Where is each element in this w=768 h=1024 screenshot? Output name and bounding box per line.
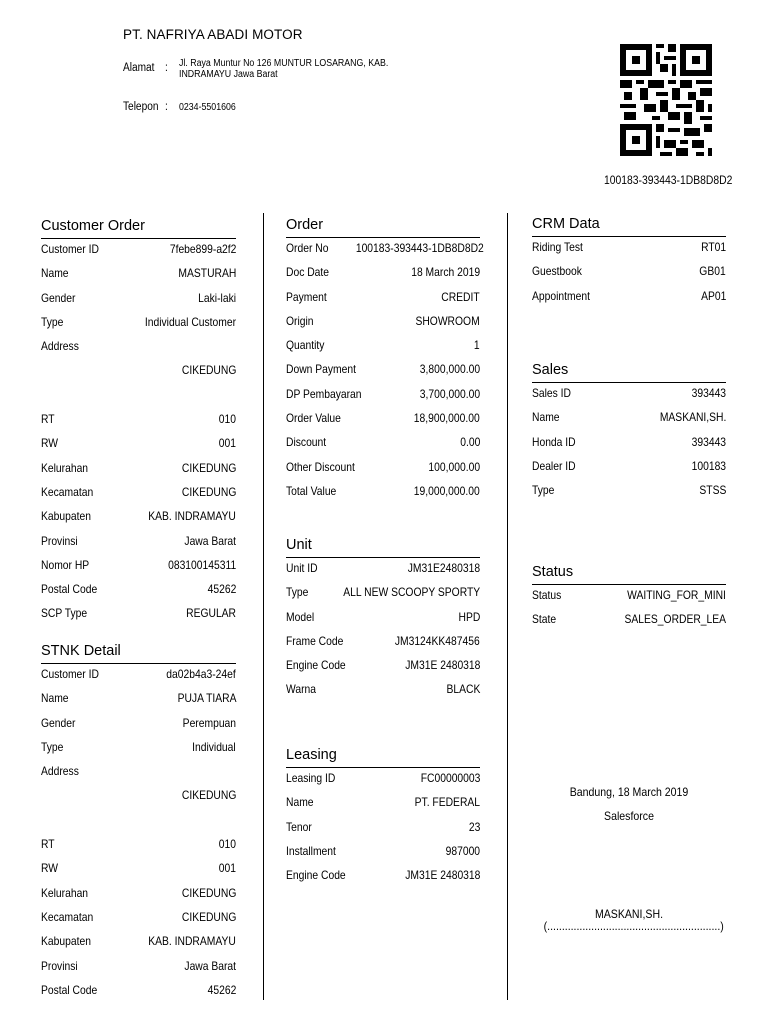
field-value: CIKEDUNG (181, 460, 236, 475)
field-label: Model (286, 609, 315, 624)
field-row (532, 264, 726, 288)
field-label: RT (41, 412, 55, 427)
field-label: Type (286, 585, 309, 600)
signature-role: Salesforce (604, 809, 654, 823)
field-label: Name (286, 795, 314, 810)
field-row (41, 315, 236, 339)
field-label: Customer ID (41, 242, 99, 256)
field-row (286, 868, 480, 892)
phone-label: Telepon (123, 101, 159, 113)
order-section (286, 217, 485, 508)
field-value: STSS (699, 483, 726, 498)
field-value: KAB. INDRAMAYU (148, 509, 236, 524)
field-value: HPD (458, 609, 480, 624)
field-label: Postal Code (41, 982, 98, 997)
field-value: 0.00 (459, 435, 480, 450)
field-row (286, 362, 480, 386)
field-row (532, 588, 726, 612)
status-section (532, 564, 726, 637)
field-value: MASKANI,SH. (659, 410, 726, 425)
address-colon: : (165, 62, 168, 74)
field-label: Type (532, 483, 555, 498)
field-row (41, 764, 236, 788)
field-value: CIKEDUNG (181, 885, 236, 900)
field-row (41, 485, 236, 509)
section-rule (532, 236, 726, 237)
field-value: 1 (474, 338, 480, 353)
field-value: da02b4a3-24ef (166, 667, 236, 681)
field-label: Customer ID (41, 667, 99, 681)
field-row (532, 483, 726, 507)
field-value: 987000 (445, 843, 480, 858)
field-value: Perempuan (182, 715, 236, 730)
field-row (41, 886, 236, 910)
field-label: RW (41, 436, 59, 451)
field-value: GB01 (699, 264, 726, 279)
field-row (41, 788, 236, 812)
field-row (41, 436, 236, 460)
field-value: PUJA TIARA (177, 691, 236, 706)
field-label: Guestbook (532, 264, 582, 279)
field-label: Appointment (532, 288, 590, 303)
field-value: AP01 (700, 288, 726, 303)
company-name: PT. NAFRIYA ABADI MOTOR (123, 27, 303, 42)
field-label: Kabupaten (41, 934, 91, 949)
field-value: SHOWROOM (415, 313, 480, 328)
field-row (41, 534, 236, 558)
section-rule (532, 584, 726, 585)
field-label: Nomor HP (41, 557, 90, 572)
field-row (41, 934, 236, 958)
field-label: RT (41, 837, 55, 852)
field-label: Kelurahan (41, 885, 89, 900)
field-label: Quantity (286, 338, 325, 353)
section-title: Customer Order (41, 218, 145, 234)
field-row (41, 363, 236, 387)
field-row (532, 410, 726, 434)
field-value: PT. FEDERAL (414, 795, 480, 810)
section-rule (286, 767, 480, 768)
section-rule (286, 237, 480, 238)
section-rule (286, 557, 480, 558)
field-row (286, 387, 480, 411)
field-row (41, 291, 236, 315)
field-row (286, 820, 480, 844)
field-label: Kelurahan (41, 460, 89, 475)
field-value: Jawa Barat (184, 533, 236, 548)
field-row (41, 509, 236, 533)
field-value: RT01 (700, 240, 726, 254)
field-label: Payment (286, 289, 327, 304)
field-row (41, 339, 236, 363)
field-value: 010 (218, 412, 236, 427)
stnk-detail-section (41, 643, 236, 1007)
signature-line: (...........................................................) (543, 919, 724, 933)
field-row (286, 435, 480, 459)
field-row (286, 314, 480, 338)
field-label: Provinsi (41, 533, 78, 548)
field-label: Down Payment (286, 362, 356, 377)
field-label: Gender (41, 290, 76, 305)
field-row (532, 289, 726, 313)
field-value: JM3124KK487456 (395, 633, 480, 648)
section-title: Order (286, 217, 324, 233)
field-label: Kecamatan (41, 484, 94, 499)
field-row (41, 667, 236, 691)
field-label: Tenor (286, 819, 312, 834)
field-row (286, 460, 480, 484)
field-value: CIKEDUNG (181, 909, 236, 924)
section-title: Unit (286, 537, 312, 553)
field-row (286, 634, 480, 658)
column-divider-2 (507, 213, 508, 1000)
field-label: Address (41, 339, 79, 354)
field-row (532, 386, 726, 410)
field-value: 001 (218, 436, 236, 451)
address-line-2: INDRAMAYU Jawa Barat (179, 69, 278, 80)
field-value: 18,900,000.00 (413, 411, 480, 426)
field-row (41, 959, 236, 983)
field-value: 18 March 2019 (411, 265, 480, 280)
field-value: BLACK (446, 682, 480, 697)
phone-colon: : (165, 101, 168, 113)
field-value: ALL NEW SCOOPY SPORTY (343, 585, 480, 600)
field-row (286, 844, 480, 868)
field-row (41, 412, 236, 436)
qr-code-icon (620, 44, 712, 156)
leasing-section (286, 747, 480, 892)
field-label: Order No (286, 241, 329, 255)
field-row (286, 795, 480, 819)
field-label: Other Discount (286, 459, 355, 474)
field-label: Gender (41, 715, 76, 730)
unit-section (286, 537, 480, 707)
field-value: Laki-laki (198, 290, 236, 305)
address-line-1: Jl. Raya Muntur No 126 MUNTUR LOSARANG, KAB. (179, 58, 389, 69)
field-label: Total Value (286, 483, 337, 498)
section-title: Sales (532, 362, 569, 378)
field-row (41, 716, 236, 740)
field-label: RW (41, 861, 59, 876)
field-value: 393443 (691, 434, 726, 449)
field-label: Unit ID (286, 561, 318, 575)
field-row (286, 411, 480, 435)
field-value: 100183 (691, 458, 726, 473)
field-label: Type (41, 739, 64, 754)
field-label: Kecamatan (41, 909, 94, 924)
field-value: Jawa Barat (184, 958, 236, 973)
address-value (179, 58, 388, 80)
section-title: STNK Detail (41, 643, 121, 659)
field-label: Dealer ID (532, 458, 576, 473)
field-value: 001 (218, 861, 236, 876)
field-row (286, 265, 480, 289)
field-row (532, 612, 726, 636)
field-row (286, 561, 480, 585)
field-label: Doc Date (286, 265, 330, 280)
field-row (286, 338, 480, 362)
field-value: CIKEDUNG (181, 363, 236, 378)
field-label: State (532, 612, 557, 627)
field-label: Sales ID (532, 386, 572, 400)
field-label: Discount (286, 435, 327, 450)
field-label: Address (41, 764, 79, 779)
field-row (286, 658, 480, 682)
field-row (286, 585, 480, 609)
field-label: Provinsi (41, 958, 78, 973)
field-row (41, 740, 236, 764)
field-label: Leasing ID (286, 771, 336, 785)
field-label: Name (41, 266, 69, 281)
section-rule (532, 382, 726, 383)
field-value: Individual (192, 739, 236, 754)
field-value: 010 (218, 837, 236, 852)
field-value: 45262 (207, 982, 236, 997)
section-rule (41, 238, 236, 239)
sales-section (532, 362, 726, 507)
field-row (286, 771, 480, 795)
signature-place-date: Bandung, 18 March 2019 (569, 785, 689, 799)
field-value: 7febe899-a2f2 (169, 242, 236, 256)
field-label: Order Value (286, 411, 341, 426)
qr-code-text: 100183-393443-1DB8D8D2 (604, 175, 733, 187)
field-row (41, 242, 236, 266)
field-value: JM31E 2480318 (404, 658, 480, 673)
phone-value: 0234-5501606 (179, 102, 236, 113)
field-value: 45262 (207, 582, 236, 597)
field-row (41, 606, 236, 630)
field-value: 393443 (691, 386, 726, 400)
address-label: Alamat (123, 62, 155, 74)
field-label: Name (41, 691, 69, 706)
field-row (41, 558, 236, 582)
column-divider-1 (263, 213, 264, 1000)
field-label: DP Pembayaran (286, 386, 362, 401)
field-row (41, 837, 236, 861)
crm-data-section (532, 216, 726, 313)
field-row (286, 290, 480, 314)
field-row (41, 861, 236, 885)
field-value: 100,000.00 (428, 459, 480, 474)
field-row (532, 435, 726, 459)
field-row (41, 910, 236, 934)
field-row (532, 459, 726, 483)
field-value: SALES_ORDER_LEA (624, 612, 726, 627)
field-label: Installment (286, 843, 336, 858)
field-value: 3,800,000.00 (419, 362, 480, 377)
customer-order-section (41, 218, 236, 631)
field-row (532, 240, 726, 264)
field-label: Warna (286, 682, 317, 697)
section-rule (41, 663, 236, 664)
field-label: Postal Code (41, 582, 98, 597)
field-label: Honda ID (532, 434, 576, 449)
field-row (286, 484, 480, 508)
field-row (41, 266, 236, 290)
field-row (286, 610, 480, 634)
section-title: CRM Data (532, 216, 600, 232)
field-value: Individual Customer (144, 314, 236, 329)
field-row (286, 241, 485, 265)
field-value: JM31E 2480318 (404, 868, 480, 883)
field-value: JM31E2480318 (407, 561, 480, 575)
field-label: Status (532, 588, 562, 602)
field-value: 083100145311 (167, 557, 236, 572)
field-label: Engine Code (286, 868, 346, 883)
field-label: Riding Test (532, 240, 583, 254)
field-row (41, 691, 236, 715)
field-row (286, 682, 480, 706)
field-value: 3,700,000.00 (419, 386, 480, 401)
field-label: SCP Type (41, 606, 88, 621)
field-value: MASTURAH (178, 266, 236, 281)
field-value: KAB. INDRAMAYU (148, 934, 236, 949)
field-label: Frame Code (286, 633, 344, 648)
field-label: Kabupaten (41, 509, 91, 524)
field-value: CREDIT (441, 289, 480, 304)
field-row (41, 813, 236, 837)
field-value: REGULAR (186, 606, 236, 621)
field-value: WAITING_FOR_MINI (627, 588, 726, 602)
field-label: Name (532, 410, 560, 425)
field-value: 100183-393443-1DB8D8D2 (356, 241, 485, 255)
field-label: Origin (286, 313, 314, 328)
field-value: 19,000,000.00 (413, 483, 480, 498)
field-row (41, 461, 236, 485)
field-row (41, 582, 236, 606)
field-row (41, 983, 236, 1007)
field-value: 23 (468, 819, 480, 834)
section-title: Status (532, 564, 574, 580)
field-value: CIKEDUNG (181, 484, 236, 499)
section-title: Leasing (286, 747, 337, 763)
field-value: CIKEDUNG (181, 788, 236, 803)
field-value: FC00000003 (420, 771, 480, 785)
field-label: Type (41, 314, 64, 329)
field-label: Engine Code (286, 658, 346, 673)
field-row (41, 388, 236, 412)
signature-name: MASKANI,SH. (594, 907, 664, 921)
